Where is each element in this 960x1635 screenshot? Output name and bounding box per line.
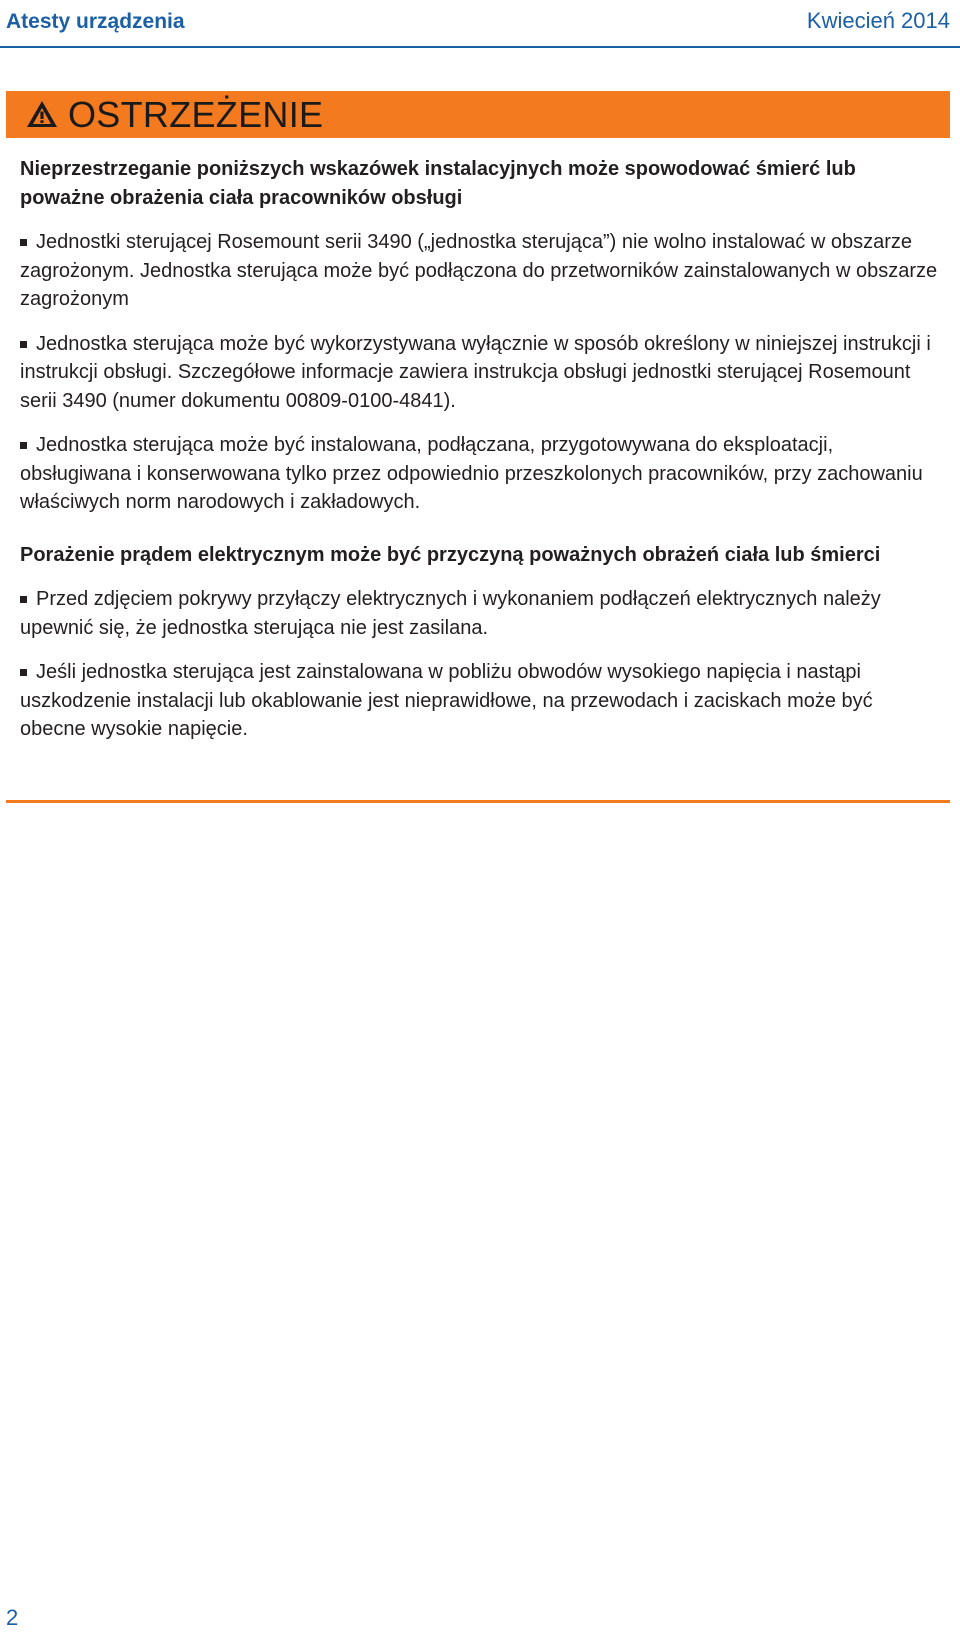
bullet-square-icon bbox=[20, 239, 27, 246]
warning-banner bbox=[6, 91, 950, 138]
list-item bbox=[20, 228, 940, 314]
page-header bbox=[0, 0, 960, 48]
warning-content bbox=[20, 155, 940, 760]
list-item bbox=[20, 330, 940, 416]
list-item-text: Jeśli jednostka sterująca jest zainstalowana w pobliżu obwodów wysokiego napięcia i nastąpi uszkodzenie instalacji lub okablowanie jest nieprawidłowe, na przewodach i zaciskach może być obecne wysokie napięcie. bbox=[20, 661, 873, 740]
list-item bbox=[20, 585, 940, 642]
list-item-text: Jednostka sterująca może być wykorzystywana wyłącznie w sposób określony w niniejszej instrukcji i instrukcji obsługi. Szczegółowe informacje zawiera instrukcja obsługi jednostki sterującej Rosemount serii 3490 (numer dokumentu 00809-0100-4841). bbox=[20, 332, 931, 412]
list-item-text: Jednostka sterująca może być instalowana, podłączana, przygotowywana do eksploatacji, obsługiwana i konserwowana tylko przez odpowiednio przeszkolonych pracowników, przy zachowaniu właściwych norm narodowych i zakładowych. bbox=[20, 434, 923, 513]
list-item bbox=[20, 658, 940, 744]
list-item bbox=[20, 431, 940, 517]
bullet-square-icon bbox=[20, 442, 27, 449]
document-date: Kwiecień 2014 bbox=[806, 8, 950, 33]
bullet-square-icon bbox=[20, 341, 27, 348]
warning-title: OSTRZEŻENIE bbox=[68, 94, 324, 135]
warning-lead: Nieprzestrzeganie poniższych wskazówek instalacyjnych może spowodować śmierć lub poważne obrażenia ciała pracowników obsługi bbox=[20, 158, 856, 209]
warning-bottom-rule bbox=[6, 800, 950, 803]
list-item-text: Jednostki sterującej Rosemount serii 3490 („jednostka sterująca”) nie wolno instalować w obszarze zagrożonym. Jednostka sterująca może być podłączona do przetworników zainstalowanych w obszarze zagrożonym bbox=[20, 231, 938, 310]
page-number: 2 bbox=[6, 1605, 19, 1630]
bullet-square-icon bbox=[20, 596, 27, 603]
warning-triangle-icon bbox=[26, 99, 58, 129]
bullet-square-icon bbox=[20, 669, 27, 676]
list-item-text: Przed zdjęciem pokrywy przyłączy elektrycznych i wykonaniem podłączeń elektrycznych należy upewnić się, że jednostka sterująca nie jest zasilana. bbox=[20, 588, 881, 639]
section-title: Atesty urządzenia bbox=[6, 10, 185, 33]
electric-shock-heading: Porażenie prądem elektrycznym może być przyczyną poważnych obrażeń ciała lub śmierci bbox=[20, 543, 881, 566]
